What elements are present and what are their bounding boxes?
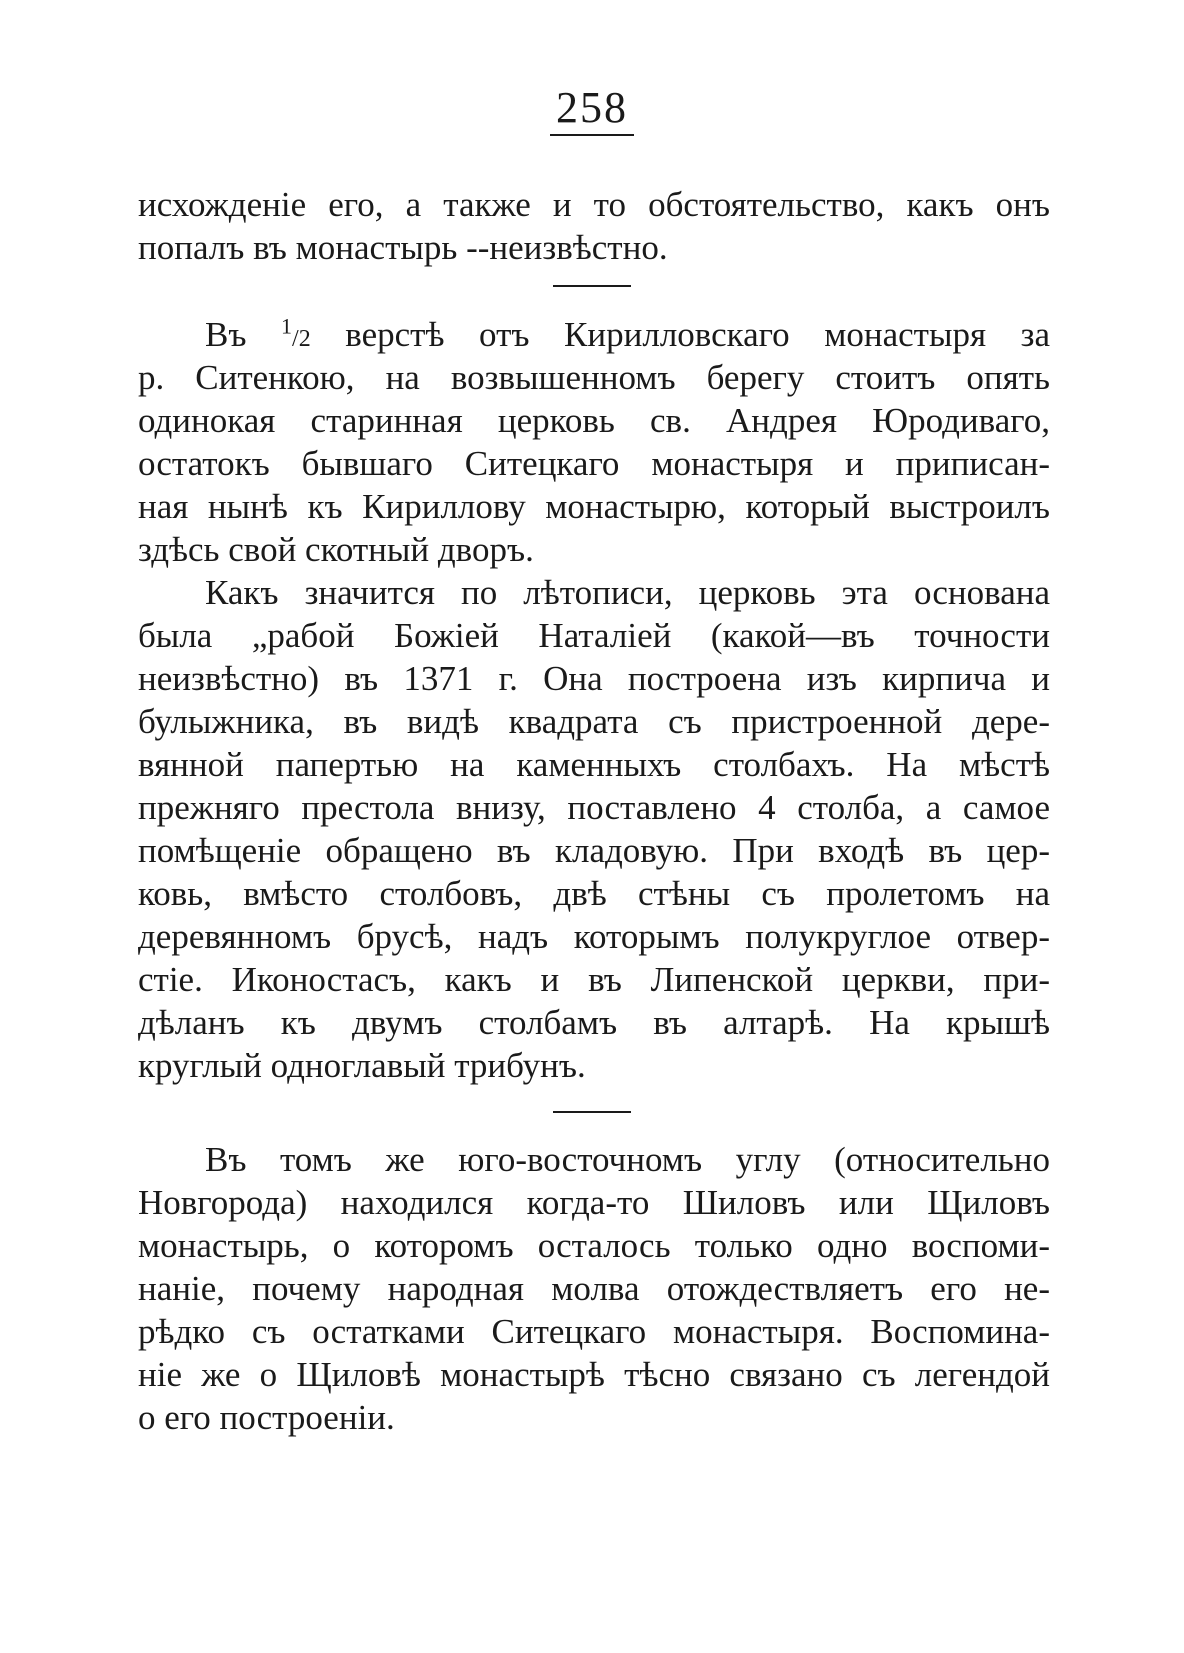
section-divider xyxy=(553,285,631,287)
text-line: булыжника, въ видѣ квадрата съ пристроенной дере- xyxy=(138,702,1050,741)
text-line: попалъ въ монастырь --неизвѣстно. xyxy=(138,228,668,267)
text-line: наніе, почему народная молва отождествляетъ его не- xyxy=(138,1269,1050,1308)
text-line: неизвѣстно) въ 1371 г. Она построена изъ кирпича и xyxy=(138,659,1050,698)
paragraph-first-line: Въ томъ же юго-восточномъ углу (относительно xyxy=(205,1140,1050,1179)
text-line: помѣщеніе обращено въ кладовую. При входѣ въ цер- xyxy=(138,831,1050,870)
text-line: ковь, вмѣсто столбовъ, двѣ стѣны съ пролетомъ на xyxy=(138,874,1050,913)
section-divider xyxy=(553,1111,631,1113)
text-line: исхожденіе его, а также и то обстоятельство, какъ онъ xyxy=(138,185,1050,224)
text-line: одинокая старинная церковь св. Андрея Юродиваго, xyxy=(138,401,1050,440)
paragraph-first-line: Какъ значится по лѣтописи, церковь эта основана xyxy=(205,573,1050,612)
text-line: стіе. Иконостасъ, какъ и въ Липенской церкви, при- xyxy=(138,960,1050,999)
text-line: вянной папертью на каменныхъ столбахъ. На мѣстѣ xyxy=(138,745,1050,784)
text-line: была „рабой Божіей Наталіей (какой—въ точности xyxy=(138,616,1050,655)
text-line: ніе же о Щиловѣ монастырѣ тѣсно связано съ легендой xyxy=(138,1355,1050,1394)
text-line: монастырь, о которомъ осталось только одно воспоми- xyxy=(138,1226,1050,1265)
text-line: остатокъ бывшаго Ситецкаго монастыря и приписан- xyxy=(138,444,1050,483)
text-line: круглый одноглавый трибунъ. xyxy=(138,1046,586,1085)
text-line: ная нынѣ къ Кириллову монастырю, который выстроилъ xyxy=(138,487,1050,526)
text-line: рѣдко съ остатками Ситецкаго монастыря. Воспомина- xyxy=(138,1312,1050,1351)
page-number: 258 xyxy=(0,84,1184,136)
text-line: р. Ситенкою, на возвышенномъ берегу стоитъ опять xyxy=(138,358,1050,397)
text-line: прежняго престола внизу, поставлено 4 столба, а самое xyxy=(138,788,1050,827)
paragraph-first-line: Въ $^1$/2 верстѣ отъ Кирилловскаго монастыря за xyxy=(205,313,1050,354)
text-line: Новгорода) находился когда-то Шиловъ или Щиловъ xyxy=(138,1183,1050,1222)
text-line: здѣсь свой скотный дворъ. xyxy=(138,530,534,569)
text-line: о его построеніи. xyxy=(138,1398,395,1437)
text-line: дѣланъ къ двумъ столбамъ въ алтарѣ. На крышѣ xyxy=(138,1003,1050,1042)
text-line: деревянномъ брусѣ, надъ которымъ полукруглое отвер- xyxy=(138,917,1050,956)
